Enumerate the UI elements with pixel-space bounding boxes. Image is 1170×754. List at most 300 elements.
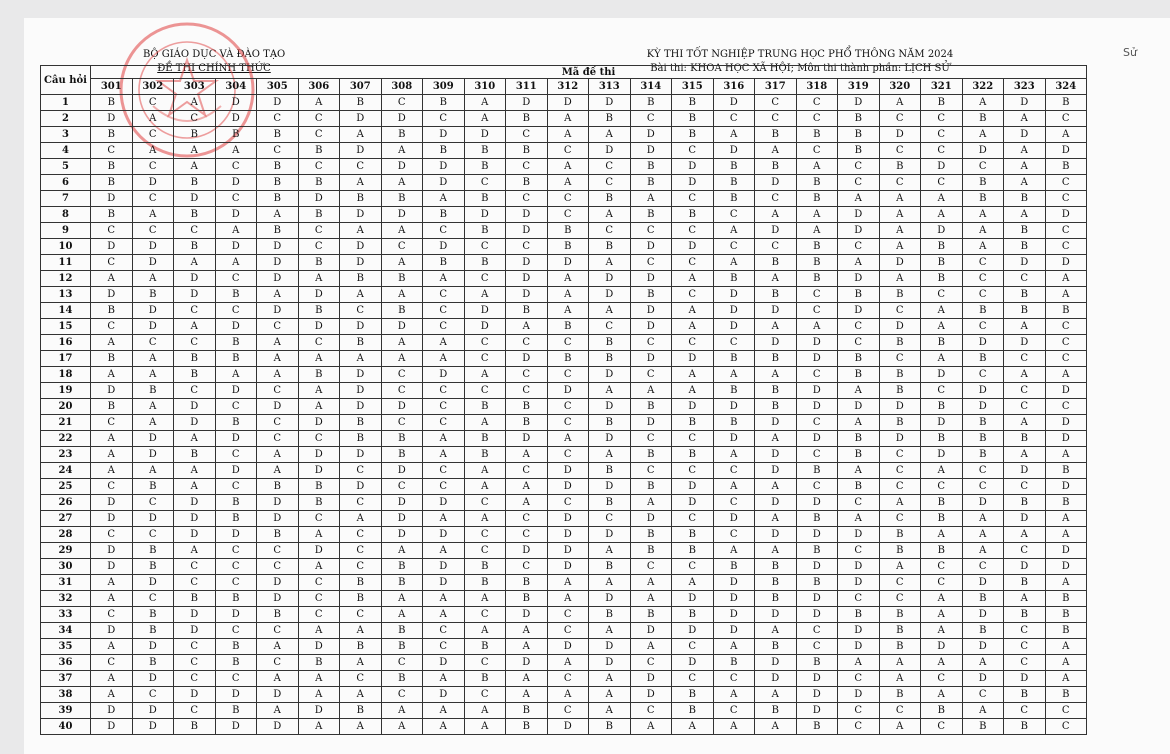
ministry-name: BỘ GIÁO DỤC VÀ ĐÀO TẠO xyxy=(143,49,286,60)
answer-cell: A xyxy=(298,351,340,367)
answer-cell: A xyxy=(755,367,797,383)
answer-cell: D xyxy=(921,367,963,383)
answer-cell: A xyxy=(796,159,838,175)
answer-cell: A xyxy=(174,543,216,559)
answer-cell: C xyxy=(630,111,672,127)
exam-code-header: 324 xyxy=(1045,79,1087,95)
answer-cell: D xyxy=(796,671,838,687)
answer-cell: D xyxy=(91,191,133,207)
answer-cell: A xyxy=(589,687,631,703)
answer-cell: C xyxy=(796,111,838,127)
answer-cell: D xyxy=(713,591,755,607)
answer-cell: C xyxy=(464,335,506,351)
answer-cell: A xyxy=(921,463,963,479)
answer-cell: A xyxy=(132,367,174,383)
answer-cell: D xyxy=(1045,415,1087,431)
answer-cell: A xyxy=(796,319,838,335)
answer-cell: A xyxy=(132,415,174,431)
answer-cell: B xyxy=(755,559,797,575)
answer-cell: B xyxy=(838,431,880,447)
answer-cell: D xyxy=(630,143,672,159)
answer-cell: D xyxy=(381,159,423,175)
answer-cell: B xyxy=(132,287,174,303)
answer-cell: C xyxy=(796,95,838,111)
answer-cell: B xyxy=(879,687,921,703)
answer-cell: C xyxy=(713,239,755,255)
answer-cell: C xyxy=(630,431,672,447)
answer-cell: D xyxy=(215,463,257,479)
answer-cell: A xyxy=(962,543,1004,559)
question-number: 26 xyxy=(41,495,91,511)
answer-cell: B xyxy=(755,591,797,607)
answer-cell: A xyxy=(630,383,672,399)
answer-cell: D xyxy=(630,511,672,527)
answer-cell: D xyxy=(298,639,340,655)
answer-cell: C xyxy=(879,575,921,591)
answer-cell: C xyxy=(381,367,423,383)
answer-cell: D xyxy=(340,479,382,495)
answer-cell: D xyxy=(257,495,299,511)
answer-cell: B xyxy=(1004,687,1046,703)
answer-cell: C xyxy=(506,383,548,399)
answer-cell: A xyxy=(298,623,340,639)
answer-cell: B xyxy=(1004,287,1046,303)
answer-cell: D xyxy=(755,335,797,351)
question-number: 11 xyxy=(41,255,91,271)
answer-cell: D xyxy=(381,399,423,415)
answer-cell: A xyxy=(257,671,299,687)
answer-cell: A xyxy=(1045,367,1087,383)
answer-cell: B xyxy=(174,127,216,143)
answer-cell: B xyxy=(340,95,382,111)
answer-cell: D xyxy=(1004,95,1046,111)
question-number: 12 xyxy=(41,271,91,287)
answer-cell: C xyxy=(423,623,465,639)
answer-cell: B xyxy=(713,383,755,399)
answer-cell: A xyxy=(464,463,506,479)
answer-cell: B xyxy=(630,399,672,415)
table-row xyxy=(41,575,1087,591)
answer-cell: C xyxy=(962,367,1004,383)
answer-cell: A xyxy=(215,143,257,159)
answer-cell: D xyxy=(381,111,423,127)
answer-cell: C xyxy=(672,143,714,159)
answer-cell: B xyxy=(630,287,672,303)
answer-cell: A xyxy=(298,527,340,543)
answer-cell: C xyxy=(630,463,672,479)
answer-cell: C xyxy=(91,527,133,543)
answer-cell: D xyxy=(423,687,465,703)
table-row xyxy=(41,671,1087,687)
answer-cell: C xyxy=(879,351,921,367)
answer-cell: D xyxy=(174,287,216,303)
answer-cell: A xyxy=(547,287,589,303)
answer-cell: B xyxy=(755,639,797,655)
answer-cell: B xyxy=(672,415,714,431)
answer-cell: D xyxy=(298,287,340,303)
answer-cell: A xyxy=(1004,143,1046,159)
answer-cell: D xyxy=(91,111,133,127)
exam-code-header: 305 xyxy=(257,79,299,95)
answer-cell: D xyxy=(755,463,797,479)
answer-cell: B xyxy=(755,575,797,591)
answer-cell: D xyxy=(838,559,880,575)
answer-cell: C xyxy=(506,367,548,383)
answer-cell: C xyxy=(423,463,465,479)
answer-cell: B xyxy=(132,623,174,639)
answer-cell: A xyxy=(879,559,921,575)
answer-cell: A xyxy=(547,303,589,319)
answer-cell: D xyxy=(91,623,133,639)
answer-cell: C xyxy=(879,143,921,159)
answer-cell: C xyxy=(630,223,672,239)
answer-cell: D xyxy=(506,543,548,559)
answer-cell: B xyxy=(672,207,714,223)
answer-cell: A xyxy=(464,287,506,303)
answer-cell: D xyxy=(257,591,299,607)
answer-cell: A xyxy=(215,367,257,383)
answer-cell: B xyxy=(506,415,548,431)
answer-cell: B xyxy=(672,527,714,543)
answer-cell: D xyxy=(630,319,672,335)
table-row xyxy=(41,479,1087,495)
answer-cell: B xyxy=(1004,607,1046,623)
answer-cell: C xyxy=(672,223,714,239)
answer-cell: B xyxy=(921,511,963,527)
answer-cell: C xyxy=(340,543,382,559)
answer-cell: A xyxy=(174,431,216,447)
answer-cell: D xyxy=(796,399,838,415)
answer-cell: C xyxy=(672,639,714,655)
answer-cell: B xyxy=(713,559,755,575)
answer-cell: B xyxy=(1004,495,1046,511)
answer-cell: B xyxy=(132,383,174,399)
answer-cell: B xyxy=(298,143,340,159)
answer-cell: B xyxy=(713,191,755,207)
table-row xyxy=(41,495,1087,511)
answer-cell: B xyxy=(796,575,838,591)
answer-cell: B xyxy=(547,239,589,255)
answer-cell: A xyxy=(132,463,174,479)
answer-cell: C xyxy=(921,479,963,495)
answer-cell: A xyxy=(879,223,921,239)
answer-cell: C xyxy=(1004,271,1046,287)
answer-cell: A xyxy=(921,655,963,671)
answer-cell: C xyxy=(423,479,465,495)
answer-cell: C xyxy=(962,159,1004,175)
answer-cell: D xyxy=(174,271,216,287)
answer-cell: B xyxy=(91,159,133,175)
answer-cell: B xyxy=(755,399,797,415)
answer-cell: C xyxy=(796,287,838,303)
answer-cell: D xyxy=(132,703,174,719)
answer-cell: A xyxy=(423,431,465,447)
answer-cell: B xyxy=(132,479,174,495)
answer-cell: C xyxy=(381,239,423,255)
answer-cell: A xyxy=(630,495,672,511)
answer-cell: D xyxy=(630,303,672,319)
question-number: 36 xyxy=(41,655,91,671)
answer-cell: D xyxy=(381,319,423,335)
answer-cell: B xyxy=(340,575,382,591)
answer-cell: A xyxy=(838,383,880,399)
answer-cell: B xyxy=(381,559,423,575)
answer-cell: D xyxy=(1004,463,1046,479)
answer-cell: D xyxy=(506,95,548,111)
answer-cell: C xyxy=(381,383,423,399)
answer-cell: D xyxy=(257,399,299,415)
answer-cell: D xyxy=(547,511,589,527)
answer-cell: D xyxy=(174,415,216,431)
answer-cell: C xyxy=(962,255,1004,271)
answer-cell: D xyxy=(381,207,423,223)
answer-cell: D xyxy=(755,655,797,671)
answer-cell: C xyxy=(132,687,174,703)
question-number: 3 xyxy=(41,127,91,143)
answer-cell: B xyxy=(506,399,548,415)
answer-cell: B xyxy=(838,367,880,383)
answer-cell: A xyxy=(340,223,382,239)
answer-cell: C xyxy=(298,575,340,591)
answer-cell: C xyxy=(1004,703,1046,719)
answer-cell: A xyxy=(423,543,465,559)
answer-cell: D xyxy=(298,319,340,335)
answer-cell: C xyxy=(838,159,880,175)
answer-cell: A xyxy=(257,207,299,223)
answer-cell: D xyxy=(838,639,880,655)
question-number: 38 xyxy=(41,687,91,703)
answer-cell: A xyxy=(1045,127,1087,143)
answer-cell: C xyxy=(962,463,1004,479)
answer-cell: C xyxy=(215,159,257,175)
answer-cell: A xyxy=(423,591,465,607)
answer-cell: B xyxy=(1045,495,1087,511)
table-row xyxy=(41,447,1087,463)
answer-cell: C xyxy=(91,319,133,335)
answer-cell: A xyxy=(506,671,548,687)
answer-cell: D xyxy=(257,255,299,271)
answer-cell: D xyxy=(630,351,672,367)
answer-cell: A xyxy=(423,351,465,367)
answer-cell: B xyxy=(1004,239,1046,255)
answer-cell: B xyxy=(506,175,548,191)
question-number: 17 xyxy=(41,351,91,367)
answer-cell: A xyxy=(962,511,1004,527)
answer-cell: C xyxy=(879,111,921,127)
answer-cell: C xyxy=(298,591,340,607)
answer-cell: C xyxy=(838,175,880,191)
answer-cell: D xyxy=(713,95,755,111)
answer-cell: B xyxy=(838,127,880,143)
answer-cell: D xyxy=(132,575,174,591)
answer-cell: D xyxy=(713,623,755,639)
table-row xyxy=(41,591,1087,607)
answer-cell: D xyxy=(672,623,714,639)
answer-cell: A xyxy=(91,447,133,463)
answer-cell: B xyxy=(506,303,548,319)
answer-cell: D xyxy=(589,271,631,287)
answer-cell: D xyxy=(340,383,382,399)
answer-cell: D xyxy=(257,303,299,319)
answer-cell: B xyxy=(1004,431,1046,447)
answer-cell: A xyxy=(423,335,465,351)
answer-cell: B xyxy=(215,127,257,143)
answer-cell: A xyxy=(506,447,548,463)
answer-cell: C xyxy=(464,175,506,191)
answer-cell: C xyxy=(91,415,133,431)
answer-cell: B xyxy=(464,671,506,687)
answer-cell: B xyxy=(174,175,216,191)
answer-cell: D xyxy=(257,575,299,591)
question-number: 28 xyxy=(41,527,91,543)
answer-cell: D xyxy=(381,463,423,479)
answer-cell: C xyxy=(174,559,216,575)
answer-cell: B xyxy=(879,159,921,175)
answer-cell: A xyxy=(91,639,133,655)
answer-cell: B xyxy=(962,191,1004,207)
question-number: 7 xyxy=(41,191,91,207)
answer-cell: C xyxy=(174,575,216,591)
answer-cell: D xyxy=(672,495,714,511)
answer-cell: B xyxy=(1045,623,1087,639)
answer-cell: A xyxy=(1004,367,1046,383)
answer-cell: D xyxy=(381,527,423,543)
answer-cell: B xyxy=(215,703,257,719)
answer-cell: C xyxy=(547,415,589,431)
question-number: 4 xyxy=(41,143,91,159)
answer-cell: B xyxy=(381,271,423,287)
answer-cell: A xyxy=(672,271,714,287)
question-number: 34 xyxy=(41,623,91,639)
answer-cell: B xyxy=(298,303,340,319)
answer-cell: A xyxy=(174,479,216,495)
answer-cell: A xyxy=(547,687,589,703)
exam-code-header: 314 xyxy=(630,79,672,95)
answer-cell: D xyxy=(506,255,548,271)
answer-cell: D xyxy=(589,143,631,159)
answer-cell: D xyxy=(506,655,548,671)
answer-cell: A xyxy=(381,175,423,191)
answer-cell: D xyxy=(838,271,880,287)
answer-cell: A xyxy=(464,719,506,735)
answer-cell: C xyxy=(423,223,465,239)
table-row xyxy=(41,607,1087,623)
answer-cell: D xyxy=(672,399,714,415)
answer-cell: D xyxy=(630,271,672,287)
question-number: 25 xyxy=(41,479,91,495)
answer-cell: B xyxy=(796,271,838,287)
table-row xyxy=(41,543,1087,559)
question-number: 32 xyxy=(41,591,91,607)
answer-cell: A xyxy=(1045,271,1087,287)
answer-cell: D xyxy=(1004,671,1046,687)
answer-cell: A xyxy=(879,191,921,207)
answer-cell: B xyxy=(921,431,963,447)
answer-cell: C xyxy=(1045,319,1087,335)
answer-cell: B xyxy=(921,335,963,351)
exam-subtitle: Bài thi: KHOA HỌC XÃ HỘI; Môn thi thành phần: LỊCH SỬ xyxy=(650,63,950,74)
table-row xyxy=(41,175,1087,191)
answer-cell: C xyxy=(464,495,506,511)
answer-cell: B xyxy=(298,255,340,271)
answer-cell: C xyxy=(506,463,548,479)
table-row xyxy=(41,127,1087,143)
answer-cell: A xyxy=(340,623,382,639)
answer-cell: A xyxy=(464,591,506,607)
answer-cell: A xyxy=(132,111,174,127)
answer-cell: A xyxy=(257,463,299,479)
answer-cell: D xyxy=(91,287,133,303)
answer-cell: A xyxy=(91,431,133,447)
answer-cell: A xyxy=(547,175,589,191)
answer-cell: C xyxy=(174,303,216,319)
answer-cell: A xyxy=(630,575,672,591)
answer-cell: C xyxy=(1045,175,1087,191)
answer-cell: B xyxy=(672,95,714,111)
answer-cell: D xyxy=(215,383,257,399)
answer-cell: A xyxy=(381,543,423,559)
answer-cell: C xyxy=(215,271,257,287)
answer-cell: B xyxy=(630,159,672,175)
answer-cell: A xyxy=(547,575,589,591)
answer-cell: D xyxy=(672,591,714,607)
answer-cell: B xyxy=(464,191,506,207)
answer-cell: A xyxy=(796,207,838,223)
answer-cell: B xyxy=(381,623,423,639)
exam-code-header: 323 xyxy=(1004,79,1046,95)
answer-cell: D xyxy=(1045,383,1087,399)
answer-cell: A xyxy=(755,431,797,447)
answer-cell: D xyxy=(1045,255,1087,271)
answer-cell: D xyxy=(423,175,465,191)
question-number: 16 xyxy=(41,335,91,351)
answer-cell: D xyxy=(506,351,548,367)
question-number: 33 xyxy=(41,607,91,623)
answer-cell: A xyxy=(298,399,340,415)
answer-cell: B xyxy=(713,655,755,671)
answer-cell: D xyxy=(838,303,880,319)
exam-code-header: 302 xyxy=(132,79,174,95)
answer-cell: C xyxy=(879,303,921,319)
answer-cell: A xyxy=(257,447,299,463)
answer-cell: A xyxy=(547,431,589,447)
answer-cell: C xyxy=(879,447,921,463)
answer-cell: D xyxy=(589,367,631,383)
answer-cell: A xyxy=(215,223,257,239)
answer-cell: A xyxy=(921,527,963,543)
answer-cell: D xyxy=(796,431,838,447)
answer-cell: C xyxy=(464,527,506,543)
answer-cell: B xyxy=(506,703,548,719)
answer-cell: D xyxy=(174,191,216,207)
answer-cell: C xyxy=(174,335,216,351)
answer-cell: A xyxy=(962,207,1004,223)
answer-cell: C xyxy=(464,543,506,559)
answer-cell: A xyxy=(174,159,216,175)
answer-cell: D xyxy=(340,143,382,159)
answer-cell: D xyxy=(879,255,921,271)
answer-cell: A xyxy=(464,95,506,111)
answer-cell: B xyxy=(1045,687,1087,703)
answer-cell: B xyxy=(589,335,631,351)
answer-cell: D xyxy=(298,703,340,719)
table-row xyxy=(41,143,1087,159)
answer-cell: C xyxy=(298,335,340,351)
answer-cell: A xyxy=(1004,175,1046,191)
answer-cell: A xyxy=(1004,591,1046,607)
answer-cell: B xyxy=(921,703,963,719)
answer-cell: B xyxy=(215,495,257,511)
